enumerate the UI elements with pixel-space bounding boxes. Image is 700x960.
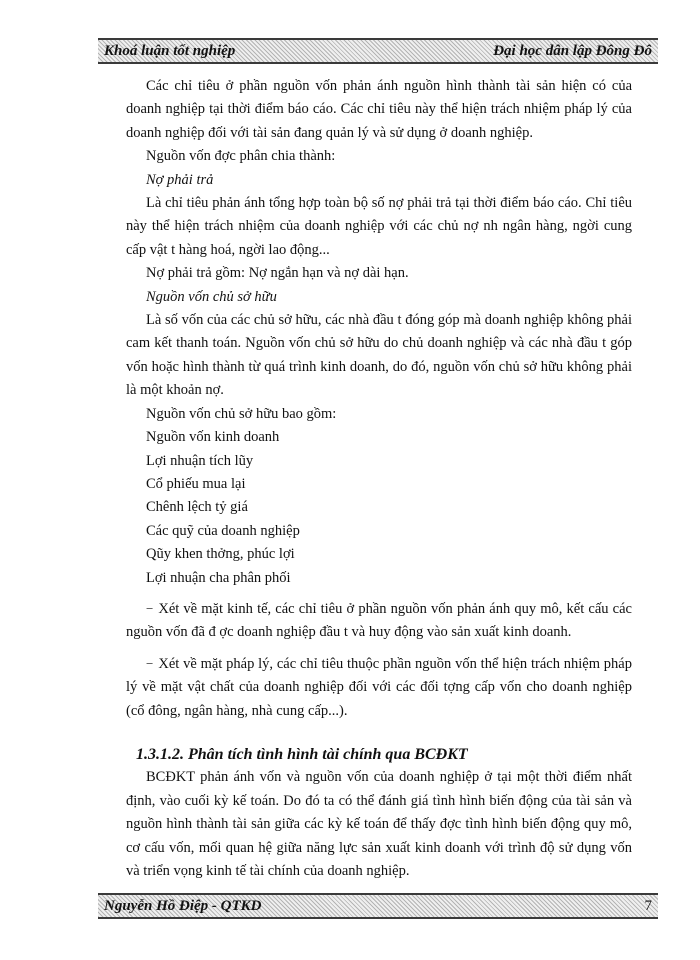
list-item: Chênh lệch tỷ giá	[146, 499, 248, 516]
paragraph-legal-view-text: Xét về mặt pháp lý, các chỉ tiêu thuộc phần nguồn vốn thể hiện trách nhiệm pháp lý về mặt vật chất của doanh nghiệp đối với các đối tợng cấp vốn cho doanh nghiệp (cổ đông, ngân hàng, nhà cung cấp...).	[126, 655, 632, 719]
list-item: Các quỹ của doanh nghiệp	[146, 522, 300, 539]
paragraph-owner-equity: Là số vốn của các chủ sở hữu, các nhà đầu t đóng góp mà doanh nghiệp không phải cam kết thanh toán. Nguồn vốn chủ sở hữu do chủ doanh nghiệp và các nhà đầu t góp vốn hoặc hình thành từ quá trình kinh doanh, do đó, nguồn vốn chủ sở hữu không phải là một khoản nợ.	[126, 312, 632, 399]
list-item: Lợi nhuận cha phân phối	[146, 569, 291, 586]
header-university-name: Đại học dân lập Đông Đô	[493, 43, 652, 59]
list-item: Lợi nhuận tích lũy	[146, 452, 254, 469]
page-header	[98, 38, 658, 64]
paragraph-balance-sheet: BCĐKT phản ánh vốn và nguồn vốn của doanh nghiệp ở tại một thời điểm nhất định, vào cuối kỳ kế toán. Do đó ta có thể đánh giá tình hình biến động của tài sản và nguồn hình thành tài sản giữa các kỳ kế toán để thấy đợc tình hình biến động quy mô, cơ cấu vốn, mối quan hệ giữa năng lực sản xuất kinh doanh với trình độ sử dụng vốn và triển vọng kinh tế tài chính của doanh nghiệp.	[126, 769, 632, 879]
paragraph-economic-view-text: Xét về mặt kinh tế, các chỉ tiêu ở phần nguồn vốn phản ánh quy mô, kết cấu các nguồn vốn đã đ ợc doanh nghiệp đầu t và huy động vào sản xuất kinh doanh.	[126, 600, 632, 641]
paragraph-legal-view	[126, 652, 632, 723]
paragraph-liabilities-types: Nợ phải trả gồm: Nợ ngắn hạn và nợ dài hạn.	[146, 265, 409, 282]
subheading-owner-equity: Nguồn vốn chủ sở hữu	[146, 288, 277, 305]
paragraph-owner-equity-includes: Nguồn vốn chủ sở hữu bao gồm:	[146, 405, 337, 422]
dash-bullet: −	[146, 600, 154, 616]
paragraph-liabilities: Là chỉ tiêu phản ánh tổng hợp toàn bộ số nợ phải trả tại thời điểm báo cáo. Chỉ tiêu này thể hiện trách nhiệm của doanh nghiệp với các chủ nợ nh ngân hàng, ngời cung cấp vật t hàng hoá, ngời lao động...	[126, 195, 632, 258]
paragraph-capital-division: Nguồn vốn đợc phân chia thành:	[146, 148, 336, 165]
header-thesis-title: Khoá luận tốt nghiệp	[104, 43, 236, 59]
subheading-liabilities: Nợ phải trả	[146, 171, 214, 188]
paragraph-economic-view	[126, 597, 632, 645]
list-item: Qũy khen thởng, phúc lợi	[146, 546, 295, 563]
page-number: 7	[644, 898, 652, 914]
list-item: Nguồn vốn kinh doanh	[146, 429, 280, 446]
footer-author: Nguyễn Hồ Điệp - QTKD	[104, 898, 262, 914]
dash-bullet: −	[146, 655, 154, 671]
page-footer	[98, 893, 658, 919]
page-body	[126, 75, 632, 883]
list-item: Cổ phiếu mua lại	[146, 475, 246, 492]
paragraph-capital-sources-intro: Các chỉ tiêu ở phần nguồn vốn phản ánh nguồn hình thành tài sản hiện có của doanh nghiệp tại thời điểm báo cáo. Các chỉ tiêu này thể hiện trách nhiệm pháp lý của doanh nghiệp đối với tài sản đang quản lý và sử dụng ở doanh nghiệp.	[126, 78, 632, 141]
section-heading: 1.3.1.2. Phân tích tình hình tài chính qua BCĐKT	[136, 745, 468, 763]
